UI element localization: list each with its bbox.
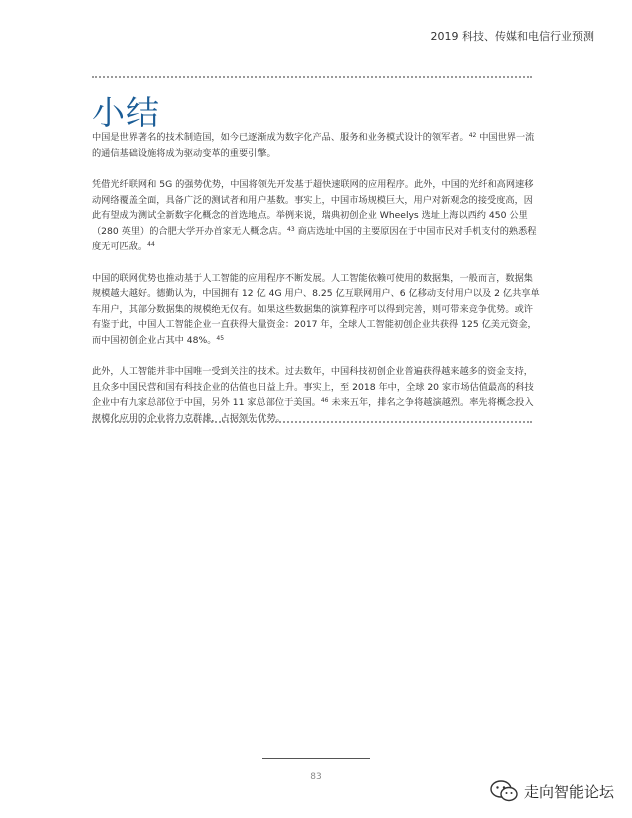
top-dotted-divider: [92, 76, 532, 78]
paragraph-text: 此外，人工智能并非中国唯一受到关注的技术。过去数年，中国科技初创企业普遍获得越来越多的资金支持，且众多中国民营和国有科技企业的估值也日益上升。事实上，至 2018 年中，全球 20 家市场估值最高的科技企业中有九家总部位于中国，另外 11 家总部位于美国。: [92, 366, 534, 408]
section-title: 小结: [92, 93, 160, 132]
paragraph: [92, 177, 540, 255]
watermark: [490, 780, 614, 802]
footnote-ref: 44: [147, 241, 155, 248]
paragraph: [92, 130, 540, 161]
paragraph-text: 中国世界一流的通信基础设施将成为驱动变革的重要引擎。: [92, 132, 535, 159]
footnote-ref: 45: [216, 334, 225, 342]
paragraph-text: 未来五年，排名之争将越演越烈。率先将概念投入规模化应用的企业将力克群雄，占据领先优势。: [92, 397, 534, 424]
paragraph-text: 中国的联网优势也推动基于人工智能的应用程序不断发展。人工智能依赖可使用的数据集，一般而言，数据集规模越大越好。德勤认为，中国拥有 12 亿 4G 用户、8.25 亿互联网用户、6 亿移动支付用户以及 2 亿共享单车用户，其部分数据集的规模绝无仅有。如果这些数据集的演算程序可以得到完善，则可带来竞争优势。或许有鉴于此，中国人工智能企业一直获得大量资金：2017 年，全球人工智能初创企业共获得 125 亿美元资金，而中国初创企业占其中 48%。: [92, 272, 540, 346]
paragraph-text: 凭借光纤联网和 5G 的强势优势，中国将领先开发基于超快速联网的应用程序。此外，中国的光纤和高网速移动网络覆盖全面，具备广泛的测试者和用户基数。事实上，中国市场规模巨大，用户对新观念的接受度高，因此有望成为测试全新数字化概念的首选地点。举例来说，瑞典初创企业 Wheelys 选址上海以西约 450 公里（280 英里）的合肥大学开办首家无人概念店。: [92, 179, 534, 237]
paragraph: [92, 364, 540, 426]
footnote-ref: 43: [287, 225, 295, 233]
footnote-ref: 46: [320, 397, 329, 404]
footer-rule: [262, 758, 370, 759]
footnote-ref: 42: [468, 132, 477, 139]
paragraph: [92, 271, 540, 349]
wechat-icon: [490, 780, 518, 802]
paragraph-text: 商店选址中国的主要原因在于中国市民对手机支付的熟悉程度无可匹敌。: [92, 225, 537, 252]
body-text: [92, 130, 540, 442]
watermark-text: 走向智能论坛: [523, 782, 614, 801]
paragraph-text: 中国是世界著名的技术制造国，如今已逐渐成为数字化产品、服务和业务模式设计的领军者。: [92, 132, 469, 143]
page-number: 83: [310, 772, 322, 782]
bottom-dotted-divider: [92, 421, 532, 423]
running-header: 2019 科技、传媒和电信行业预测: [430, 30, 594, 43]
